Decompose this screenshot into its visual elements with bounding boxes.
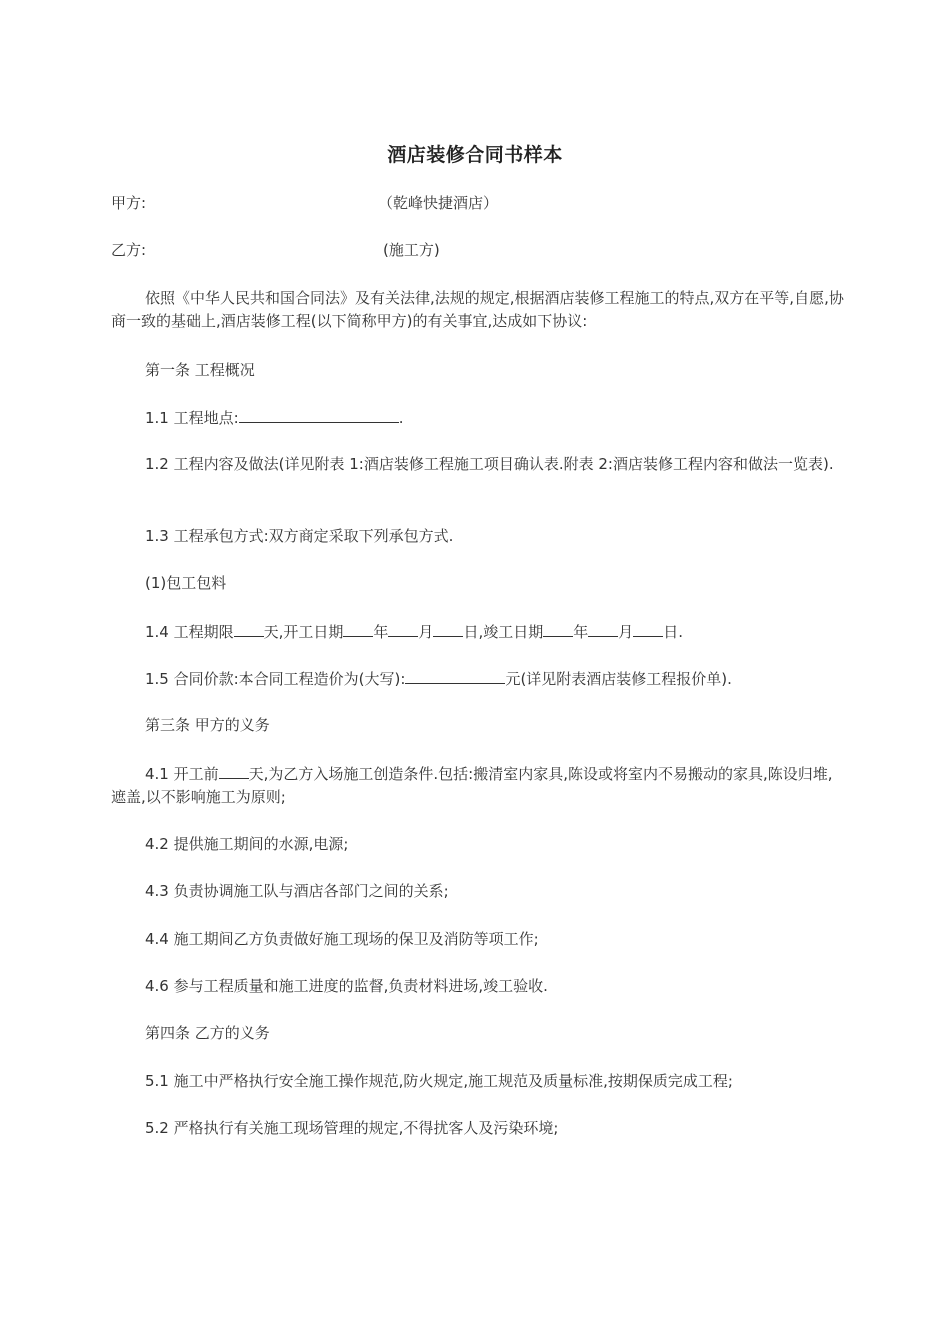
clause-1-1-end: . (398, 409, 404, 427)
days-blank (234, 620, 264, 637)
month-label: 月 (618, 623, 634, 641)
party-a-label: 甲方: (111, 194, 147, 212)
article-3-heading: 第三条 甲方的义务 (145, 716, 270, 734)
intro-paragraph: 依照《中华人民共和国合同法》及有关法律,法规的规定,根据酒店装修工程施工的特点,双方在平等,自愿,协商一致的基础上,酒店装修工程(以下简称甲方)的有关事宜,达成如下协议: (111, 289, 844, 330)
party-b-value: (施工方) (383, 241, 440, 259)
year-label: 年 (573, 623, 589, 641)
clause-1-1 (145, 406, 845, 430)
clause-1-1-text: 1.1 工程地点: (145, 409, 239, 427)
clause-4-6: 4.6 参与工程质量和施工进度的监督,负责材料进场,竣工验收. (145, 977, 548, 995)
clause-1-5-text: 1.5 合同价款:本合同工程造价为(大写): (145, 670, 406, 688)
document-title: 酒店装修合同书样本 (387, 144, 563, 166)
clause-1-4-end-date: 日,竣工日期 (463, 623, 544, 641)
clause-1-2: 1.2 工程内容及做法(详见附表 1:酒店装修工程施工项目确认表.附表 2:酒店装修工程内容和做法一览表). (145, 455, 834, 473)
clause-1-4 (145, 620, 845, 644)
clause-4-3: 4.3 负责协调施工队与酒店各部门之间的关系; (145, 882, 449, 900)
start-day-blank (433, 620, 463, 637)
clause-5-1: 5.1 施工中严格执行安全施工操作规范,防火规定,施工规范及质量标准,按期保质完成工程; (145, 1072, 733, 1090)
end-month-blank (588, 620, 618, 637)
article-1-heading: 第一条 工程概况 (145, 361, 255, 379)
price-blank (405, 667, 505, 684)
article-4-heading: 第四条 乙方的义务 (145, 1024, 270, 1042)
clause-4-1-text: 4.1 开工前 (145, 765, 219, 783)
clause-1-4-text: 1.4 工程期限 (145, 623, 234, 641)
clause-4-4: 4.4 施工期间乙方负责做好施工现场的保卫及消防等项工作; (145, 930, 539, 948)
clause-4-1-rest: 天,为乙方入场施工创造条件.包括:搬清室内家具,陈设或将室内不易搬动的家具,陈设归堆,遮盖,以不影响施工为原则; (111, 765, 833, 806)
end-day-blank (633, 620, 663, 637)
clause-1-4-start: 天,开工日期 (263, 623, 344, 641)
day-label: 日. (663, 623, 684, 641)
clause-1-5 (145, 667, 845, 691)
start-month-blank (388, 620, 418, 637)
location-blank (239, 406, 399, 423)
clause-1-3-1: (1)包工包料 (145, 574, 227, 592)
end-year-blank (543, 620, 573, 637)
month-label: 月 (418, 623, 434, 641)
clause-1-3: 1.3 工程承包方式:双方商定采取下列承包方式. (145, 527, 454, 545)
days-before-blank (219, 762, 249, 779)
party-b-label: 乙方: (111, 241, 147, 259)
clause-4-2: 4.2 提供施工期间的水源,电源; (145, 835, 349, 853)
party-a-value: （乾峰快捷酒店） (378, 194, 499, 212)
start-year-blank (343, 620, 373, 637)
clause-4-1 (111, 762, 846, 809)
clause-5-2: 5.2 严格执行有关施工现场管理的规定,不得扰客人及污染环境; (145, 1119, 559, 1137)
clause-1-5-end: 元(详见附表酒店装修工程报价单). (505, 670, 732, 688)
year-label: 年 (373, 623, 389, 641)
